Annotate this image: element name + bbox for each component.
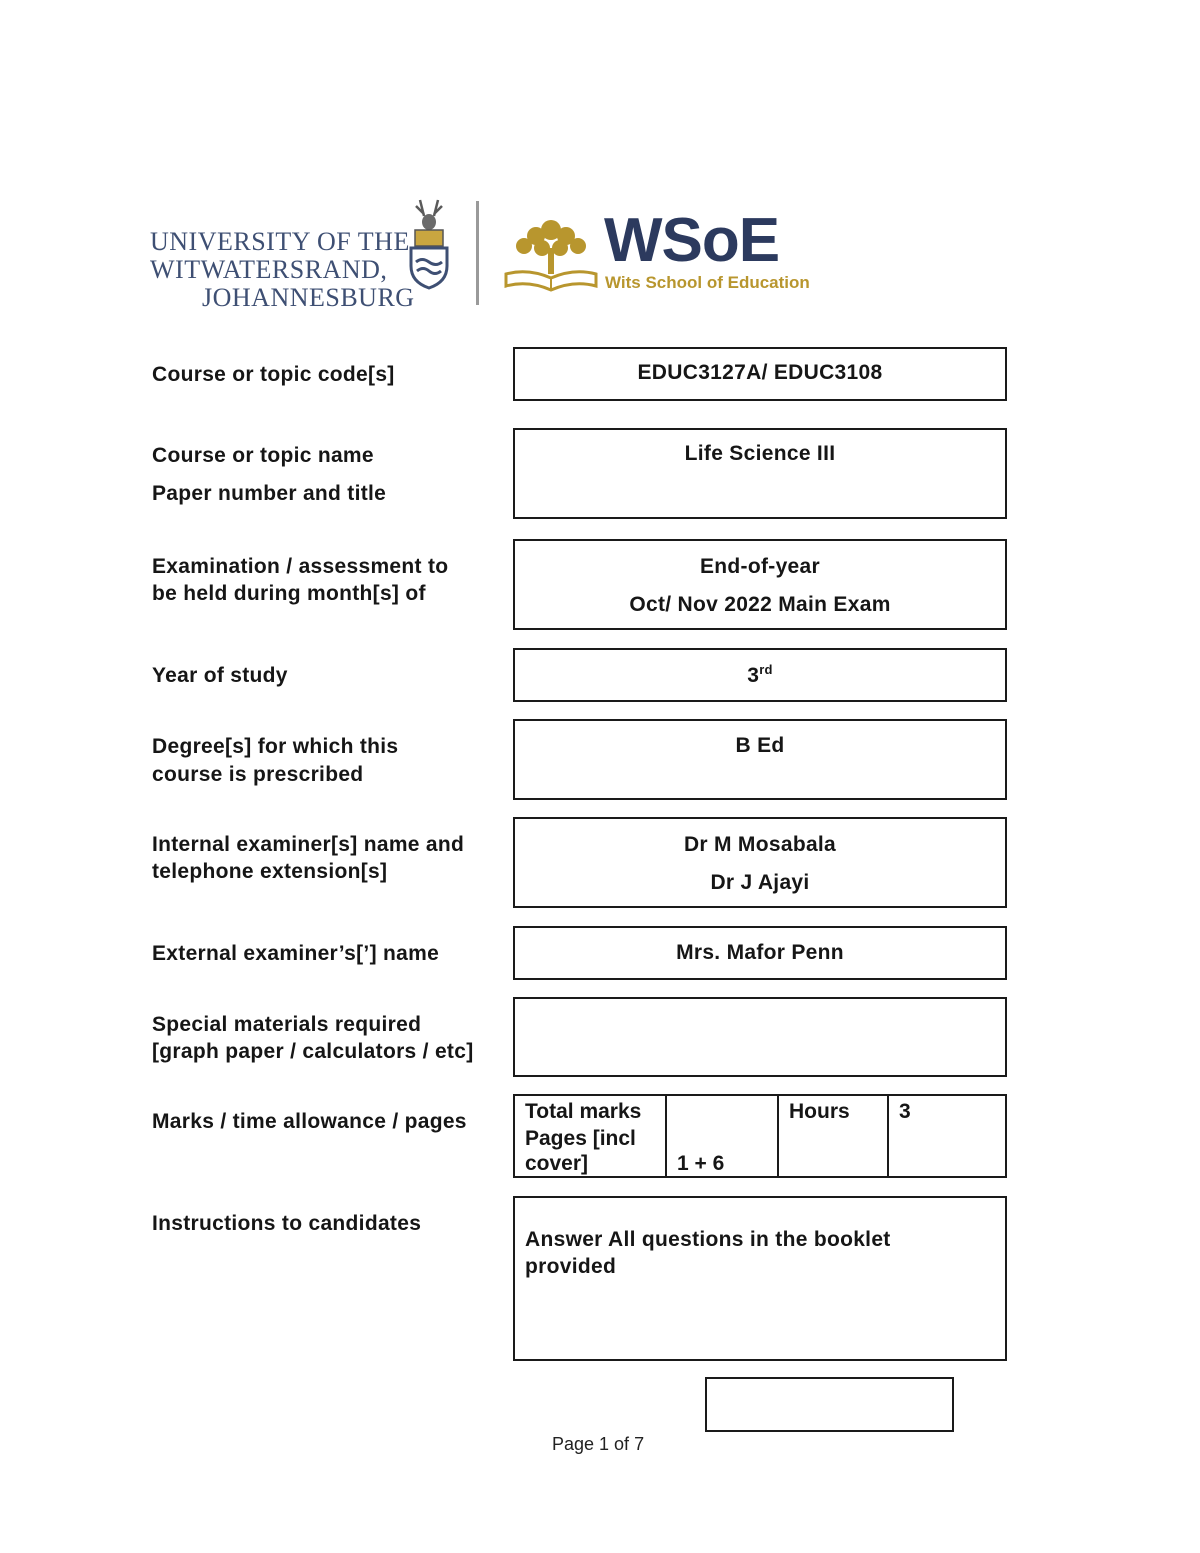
marks-pages-value-cell	[667, 1096, 779, 1176]
year-suffix: rd	[759, 662, 773, 677]
hours-value-cell	[889, 1096, 1005, 1176]
pages-label-line-1: Pages [incl	[525, 1127, 636, 1150]
wsoe-subtitle: Wits School of Education	[605, 273, 810, 292]
course-code-label: Course or topic code[s]	[152, 363, 395, 386]
instructions-label: Instructions to candidates	[152, 1212, 422, 1235]
marks-label: Marks / time allowance / pages	[152, 1110, 467, 1133]
course-name-label: Course or topic name	[152, 444, 374, 467]
wits-line-3: JOHANNESBURG	[202, 283, 415, 312]
course-name-value: Life Science III	[684, 442, 836, 465]
total-marks-value	[677, 1098, 777, 1125]
special-materials-box	[513, 997, 1007, 1077]
degree-box	[513, 719, 1007, 800]
degree-label-1: Degree[s] for which this	[152, 735, 399, 758]
paper-number-label: Paper number and title	[152, 482, 387, 505]
course-code-value: EDUC3127A/ EDUC3108	[637, 361, 883, 384]
year-of-study-label: Year of study	[152, 664, 288, 687]
internal-examiner-2: Dr J Ajayi	[710, 871, 810, 894]
exam-session-value: End-of-year	[700, 555, 820, 578]
exam-period-value: Oct/ Nov 2022 Main Exam	[629, 593, 891, 616]
special-materials-label-2: [graph paper / calculators / etc]	[152, 1040, 474, 1063]
wsoe-tree-book-icon	[500, 212, 602, 296]
internal-examiner-box	[513, 817, 1007, 908]
marks-pages-label-cell	[515, 1096, 667, 1176]
wits-crest-icon	[398, 196, 460, 292]
wits-wordmark	[150, 228, 415, 312]
logo-divider	[476, 201, 479, 305]
internal-examiner-label-1: Internal examiner[s] name and	[152, 833, 465, 856]
internal-examiner-1: Dr M Mosabala	[683, 833, 837, 856]
pages-value: 1 + 6	[677, 1152, 725, 1175]
exam-month-label-1: Examination / assessment to	[152, 555, 449, 578]
course-code-box	[513, 347, 1007, 401]
external-examiner-box	[513, 926, 1007, 980]
year-of-study-box	[513, 648, 1007, 702]
instructions-line-2: provided	[525, 1255, 617, 1278]
hours-label: Hours	[789, 1100, 850, 1123]
degree-label-2: course is prescribed	[152, 763, 364, 786]
hours-value: 3	[899, 1100, 911, 1123]
instructions-box	[513, 1196, 1007, 1361]
marks-table	[513, 1094, 1007, 1178]
pages-label-line-2: cover]	[525, 1152, 589, 1175]
wits-line-1: UNIVERSITY OF THE	[150, 227, 410, 256]
exam-month-box	[513, 539, 1007, 630]
year-of-study-value	[515, 662, 1005, 688]
exam-month-label-2: be held during month[s] of	[152, 582, 426, 605]
hours-label-cell	[779, 1096, 889, 1176]
wsoe-title: WSoE	[604, 206, 780, 275]
page-number: Page 1 of 7	[552, 1434, 645, 1454]
instructions-line-1: Answer All questions in the booklet	[525, 1228, 891, 1251]
year-number: 3	[747, 664, 760, 687]
total-marks-label: Total marks	[525, 1100, 642, 1123]
internal-examiner-label-2: telephone extension[s]	[152, 860, 388, 883]
course-name-box	[513, 428, 1007, 519]
degree-value: B Ed	[735, 734, 785, 757]
blank-box	[705, 1377, 954, 1432]
external-examiner-value: Mrs. Mafor Penn	[676, 941, 844, 964]
wits-line-2: WITWATERSRAND,	[150, 255, 388, 284]
special-materials-label-1: Special materials required	[152, 1013, 422, 1036]
external-examiner-label: External examiner’s[’] name	[152, 942, 440, 965]
